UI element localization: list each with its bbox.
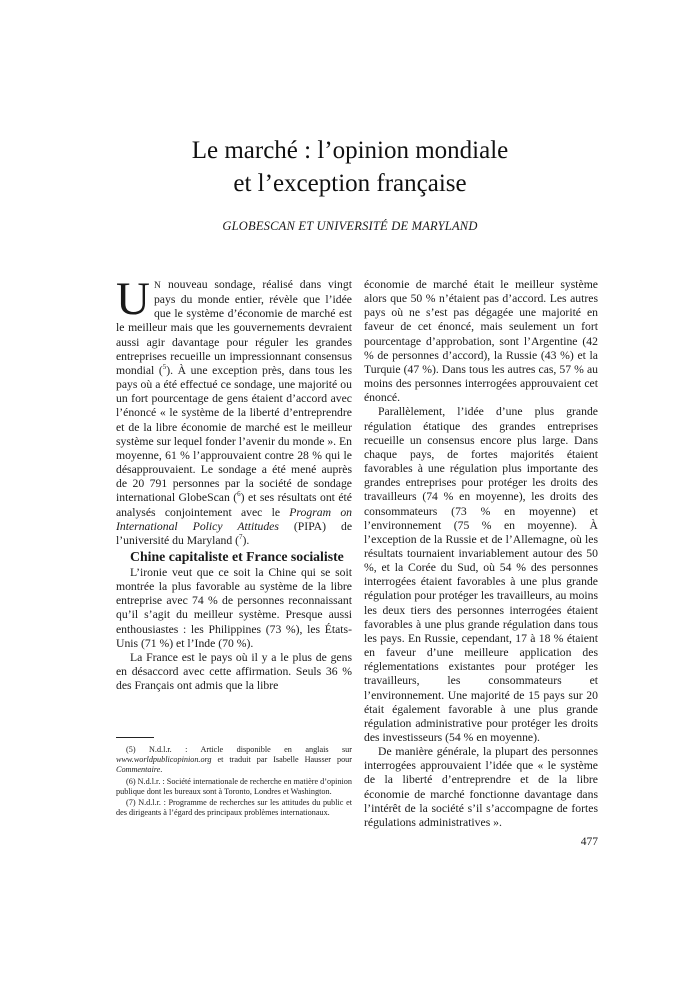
footnote-text: .: [160, 765, 163, 775]
left-column: [116, 273, 353, 693]
body-paragraph: économie de marché était le meilleur système alors que 50 % n’étaient pas d’accord. Les autres pays où ne s’est pas dégagée une majorité en faveur de cet énoncé, mais seulement un fort pourcentage d’approbation, sont l’Argentine (42 % de personnes d’accord), la Russie (43 %) et la Turquie (47 %). Dans tous les autres cas, 57 % au moins des personnes interrogées approuvaient cet énoncé.: [364, 278, 598, 405]
intro-text-3: ) et ses résultats ont été analysés conjointement avec le: [116, 491, 352, 519]
footnote-journal: Commentaire: [116, 765, 161, 775]
intro-paragraph: [116, 273, 353, 548]
footnote-text: (7) N.d.l.r. : Programme de recherches sur les attitudes du public et des dirigeants à l’égard des principaux problèmes internationaux.: [116, 798, 352, 818]
body-paragraph: La France est le pays où il y a le plus de gens en désaccord avec cette affirmation. Seuls 36 % des Français ont admis que la libre: [116, 650, 352, 693]
footnote-text: (5) N.d.l.r. : Article disponible en anglais sur: [126, 745, 352, 754]
intro-text-1: nouveau sondage, réalisé dans vingt pays du monde entier, révèle que l’idée que le système d’économie de marché est le meilleur mais que les gouvernements devraient aussi agir davantage pour réguler les grandes entreprises recueille un impressionnant consensus mondial (: [116, 278, 352, 377]
footnote-ref-7: 7: [239, 532, 243, 541]
body-paragraph: De manière générale, la plupart des personnes interrogées approuvaient l’idée que « le système de la liberté d’entreprendre et de la libre économie de marché fonctionne davantage dans l’intérêt de la société s’il s’accompagne de fortes régulations administratives ».: [364, 745, 598, 829]
footnote-text: (6) N.d.l.r. : Société internationale de recherche en matière d’opinion publique dont les bureaux sont à Toronto, Londres et Washington.: [116, 776, 352, 796]
footnote-ref-5: 5: [162, 363, 167, 372]
footnote-url: www.worldpublicopinion.org: [116, 755, 212, 765]
footnote-rule: [116, 737, 154, 738]
footnote-7: [116, 798, 352, 818]
footnote-6: [116, 777, 352, 797]
intro-text-4: (PIPA) de l’université du Maryland (: [116, 519, 353, 547]
body-paragraph: Parallèlement, l’idée d’une plus grande régulation étatique des grandes entreprises recueille un consensus encore plus large. Dans chaque pays, de fortes majorités étaient favorables à une régulation plus importante des grandes entreprises pour protéger les droits des travailleurs (74 % en moyenne), les droits des consommateurs (73 % en moyenne) et l’environnement (75 % en moyenne). À l’exception de la Russie et de l’Allemagne, où les résultats tournaient invariablement autour des 50 %, et la Corée du Sud, où 54 % des personnes interrogées étaient favorables à une plus grande régulation pour protéger les travailleurs, au moins les deux tiers des personnes interrogées étaient favorables à une plus grande régulation dans tous les pays. En Russie, cependant, 17 à 18 % étaient en faveur d’une meilleure application des réglementations existantes pour protéger les travailleurs, les consommateurs et l’environnement. Une majorité de 15 pays sur 20 était également favorable à une plus grande régulation administrative pour protéger les droits des investisseurs (54 % en moyenne).: [364, 405, 598, 744]
footnote-ref-6: 6: [237, 490, 241, 499]
article-title: [0, 134, 700, 200]
drop-cap: U: [116, 273, 150, 325]
title-line-1: Le marché : l’opinion mondiale: [191, 137, 509, 164]
section-subheading: Chine capitaliste et France socialiste: [130, 548, 344, 564]
intro-text-5: ).: [242, 533, 250, 547]
footnote-text: et traduit par Isabelle Hausser pour: [211, 755, 352, 765]
footnotes: [116, 737, 352, 819]
intro-smallcaps: N: [153, 281, 162, 291]
title-line-2: et l’exception française: [233, 170, 467, 197]
right-column: [364, 278, 598, 830]
program-name: Program on International Policy Attitudes: [116, 505, 353, 533]
footnote-5: [116, 745, 352, 776]
article-authors: GLOBESCAN ET UNIVERSITÉ DE MARYLAND: [222, 219, 478, 233]
page-number: 477: [580, 836, 598, 848]
intro-text-2: ). À une exception près, dans tous les pays où a été effectué ce sondage, une majorité ou un fort pourcentage de gens étaient d’accord avec l’énoncé « le système de la liberté d’entreprendre et de la libre économie de marché est le meilleur système sur lequel fonder l’avenir du monde ». En moyenne, 61 % l’approuvaient contre 28 % qui le désapprouvaient. Le sondage a été mené auprès de 20 791 personnes par la société de sondage international GlobeScan (: [116, 363, 353, 505]
body-paragraph: L’ironie veut que ce soit la Chine qui se soit montrée la plus favorable au système de la libre entreprise avec 74 % de personnes reconnaissant qu’il s’agit du meilleur système. Presque aussi enthousiastes : les Philippines (73 %), les États-Unis (71 %) et l’Inde (70 %).: [116, 565, 352, 650]
